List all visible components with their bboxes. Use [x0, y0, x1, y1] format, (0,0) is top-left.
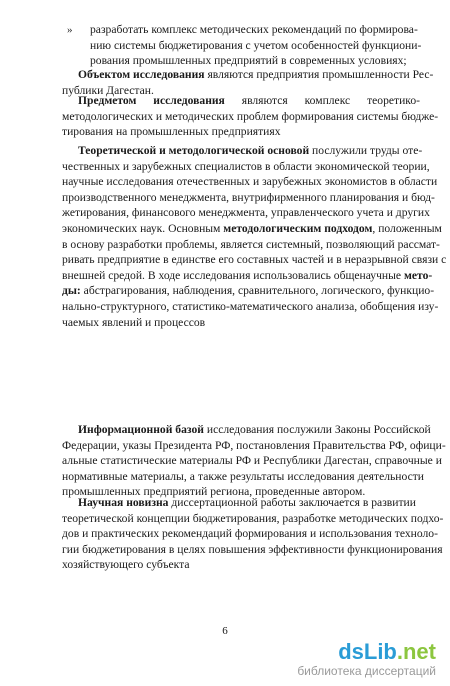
watermark-logo-main: dsLib [338, 639, 397, 664]
bold-term: мето- [403, 268, 433, 282]
text-run [136, 94, 153, 107]
text-run: жетирования, финансового менеджмента, управленческого учета и других [62, 206, 430, 220]
bold-term: Информационной базой [78, 423, 204, 436]
text-line [62, 542, 443, 557]
text-line [62, 316, 424, 330]
text-run: Федерации, указы Президента РФ, постановления Правительства РФ, офици- [62, 438, 446, 452]
text-run: разработать комплекс методических рекомендаций по формирова- [90, 23, 418, 36]
text-run: исследования послужили Законы Российской [203, 423, 431, 436]
text-line [62, 125, 424, 139]
text-run: нально-структурного, статистико-математического анализа, обобщения изу- [62, 300, 439, 313]
text-line [62, 253, 447, 267]
text-line [78, 68, 434, 82]
text-run: производственного менеджмента, внутрифирменного планирования и бюд- [62, 190, 435, 204]
text-line [62, 206, 430, 220]
text-line [78, 94, 424, 108]
text-line [62, 300, 439, 314]
text-run: , положенным [372, 222, 442, 235]
text-run: дов и практических рекомендаций формирования и использования техноло- [62, 527, 438, 541]
text-run: рования промышленных предприятий в современных условиях; [90, 54, 407, 68]
bold-term: Объектом исследования [78, 68, 205, 81]
bold-term: методологическим подходом [223, 222, 373, 235]
bold-term: Теоретической и методологической основой [78, 144, 310, 157]
bold-term: Научная новизна [78, 496, 169, 509]
text-run: альные статистические материалы РФ и Республики Дагестан, справочные и [62, 454, 442, 468]
text-line [62, 470, 424, 484]
text-line [62, 527, 438, 541]
text-line [90, 39, 424, 53]
text-run: хозяйствующего субъекта [62, 558, 190, 572]
text-run: в основу разработки проблемы, является системный, позволяющий рассмат- [62, 237, 440, 251]
bold-term: ды: [62, 284, 81, 298]
text-run: методологических и методических проблем формирования системы бюдже- [62, 109, 439, 123]
text-line [62, 237, 440, 252]
text-run: ривать предприятие в единстве его составных частей и в неразрывной связи с [62, 253, 447, 267]
text-line [62, 268, 433, 283]
text-run: тирования на промышленных предприятиях [62, 125, 281, 139]
watermark [297, 640, 436, 678]
text-line [90, 23, 424, 37]
text-run: диссертационной работы заключается в развитии [168, 496, 416, 509]
text-line [62, 511, 444, 526]
text-run: нию системы бюджетирования с учетом особенностей функциони- [90, 38, 422, 52]
text-run: абстрагирования, наблюдения, сравнительного, логического, функцио- [80, 284, 435, 298]
watermark-logo-suffix: .net [396, 639, 436, 664]
text-line [62, 222, 442, 236]
text-line [62, 190, 435, 205]
text-line [62, 109, 439, 124]
text-line [78, 144, 424, 158]
text-line [62, 438, 446, 453]
page-number: 6 [222, 625, 228, 637]
text-line [62, 284, 435, 298]
text-line [78, 423, 431, 437]
text-run: экономических наук. Основным [62, 222, 224, 235]
text-run: промышленных предприятий региона, проведенные автором. [62, 485, 366, 499]
text-run: теоретической концепции бюджетирования, разработке методических подхо- [62, 511, 444, 525]
text-run: гии бюджетирования в целях повышения эффективности функционирования [62, 542, 443, 556]
text-run: научные исследования отечественных и зарубежных экономистов в области [62, 175, 438, 189]
watermark-subtitle: библиотека диссертаций [297, 664, 436, 678]
bold-term: исследования [153, 94, 225, 107]
text-run: чаемых явлений и процессов [62, 315, 206, 329]
text-run: нормативные материалы, а также результаты исследования деятельности [62, 469, 424, 483]
text-line [78, 496, 424, 510]
bold-term: Предметом [78, 94, 137, 107]
text-run: внешней средой. В ходе исследования использовались общенаучные [62, 268, 404, 282]
text-run: послужили труды оте- [309, 144, 423, 157]
watermark-logo [297, 640, 436, 664]
text-run: публики Дагестан. [62, 83, 154, 97]
text-line [62, 454, 442, 468]
text-line [62, 175, 438, 189]
bullet-icon: » [67, 24, 73, 36]
text-run: являются предприятия промышленности Рес- [204, 68, 434, 81]
text-run: являются комплекс теоретико- [224, 94, 421, 107]
text-line [62, 159, 430, 174]
text-line [62, 558, 424, 572]
text-run: чественных и зарубежных специалистов в области экономической теории, [62, 159, 430, 173]
text-line [90, 54, 424, 68]
